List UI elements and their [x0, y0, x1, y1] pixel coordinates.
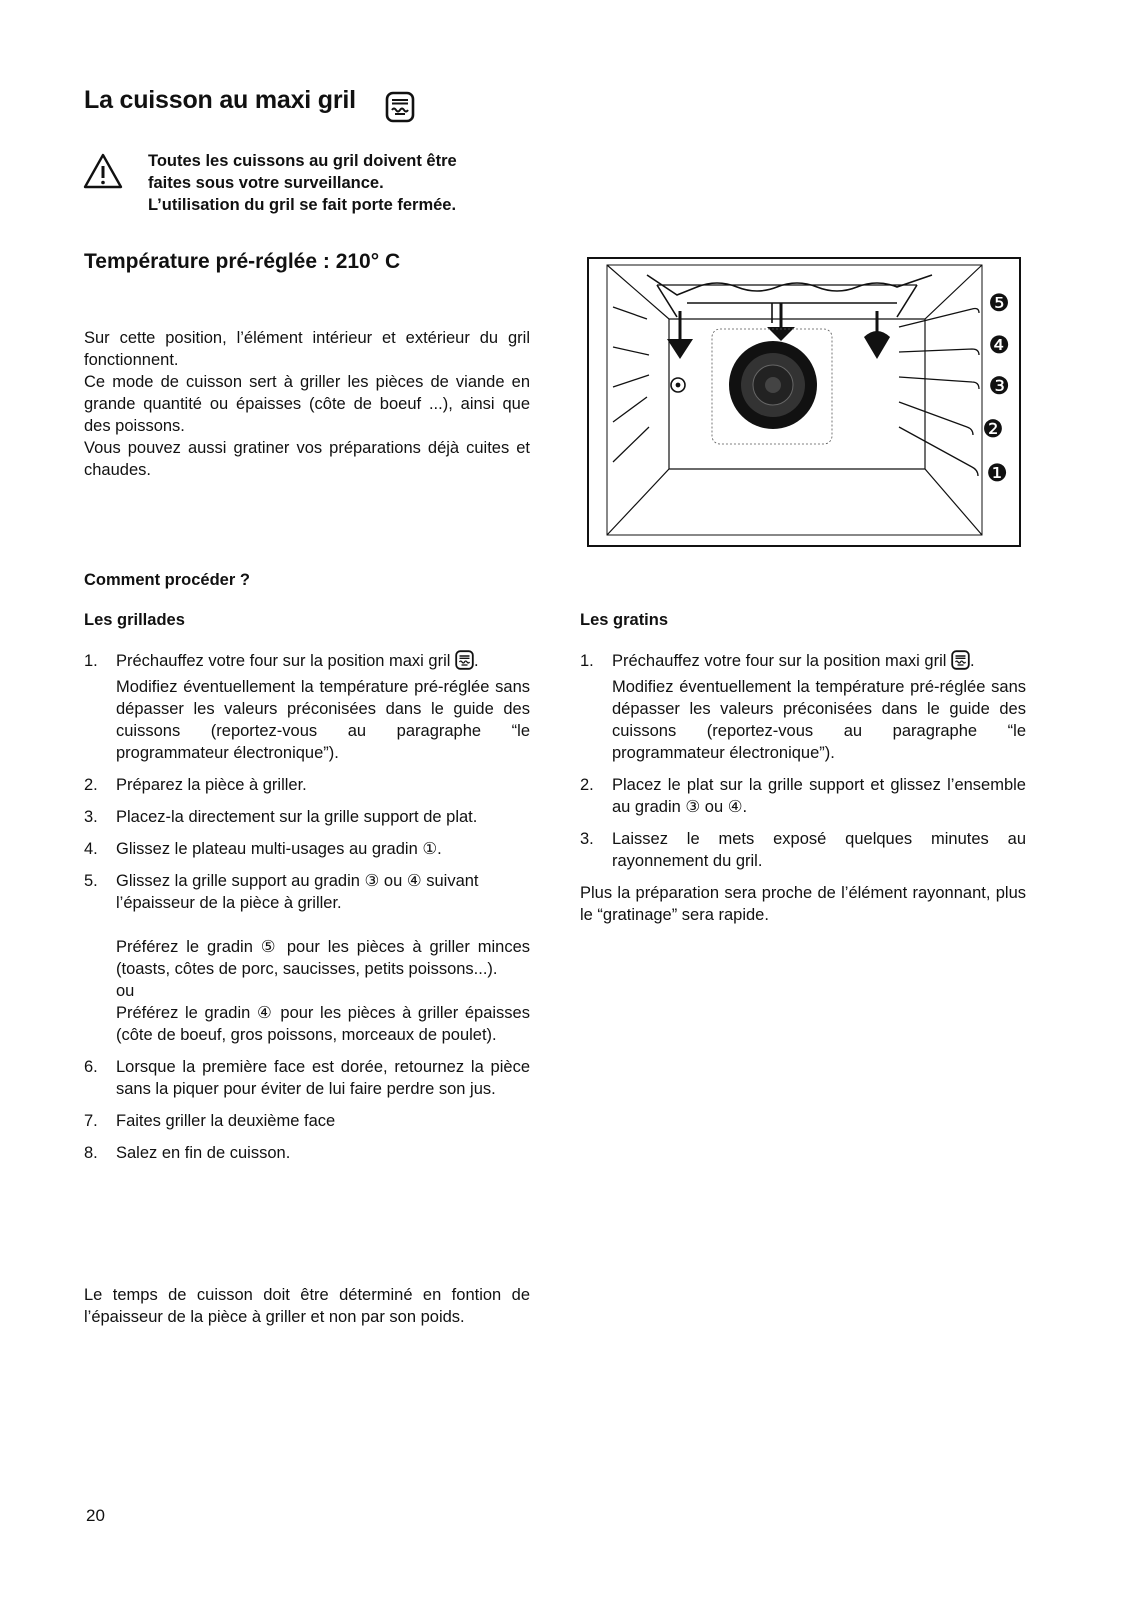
list-item	[84, 806, 530, 828]
level-4-marker: ❹	[988, 331, 1010, 359]
intro-text	[84, 327, 530, 481]
step-detail: Modifiez éventuellement la température pré-réglée sans dépasser les valeurs préconisées dans le guide des cuissons (reportez-vous au paragraphe “le programmateur électronique”).	[612, 678, 1026, 762]
intro-paragraph: Ce mode de cuisson sert à griller les pièces de viande en grande quantité ou épaisses (côte de boeuf ...), ainsi que des poissons.	[84, 373, 530, 435]
step-text: Salez en fin de cuisson.	[116, 1144, 291, 1162]
level-3-marker: ❸	[988, 372, 1010, 400]
step-text: Placez le plat sur la grille support et glissez l’ensemble au gradin ③ ou ④.	[612, 776, 1026, 816]
step-text-end: .	[474, 652, 479, 670]
step-number: 8.	[84, 1144, 98, 1162]
step-number: 3.	[580, 830, 594, 848]
step-detail: Préférez le gradin ⑤ pour les pièces à griller minces (toasts, côtes de porc, saucisses, petits poissons...).	[116, 938, 530, 978]
maxi-grill-icon	[951, 650, 970, 670]
oven-diagram	[587, 257, 1021, 547]
level-5-marker: ❺	[988, 289, 1010, 317]
list-item	[580, 650, 1026, 764]
step-text: Préchauffez votre four sur la position maxi gril	[116, 652, 451, 670]
step-text: Laissez le mets exposé quelques minutes au rayonnement du gril.	[612, 830, 1026, 870]
list-item	[84, 774, 530, 796]
step-text: Glissez le plateau multi-usages au gradin ①.	[116, 840, 442, 858]
step-number: 2.	[580, 776, 594, 794]
step-detail: Modifiez éventuellement la température pré-réglée sans dépasser les valeurs préconisées dans le guide des cuissons (reportez-vous au paragraphe “le programmateur électronique”).	[116, 678, 530, 762]
step-text: Placez-la directement sur la grille support de plat.	[116, 808, 478, 826]
page-number: 20	[86, 1506, 105, 1525]
step-number: 2.	[84, 776, 98, 794]
step-detail: Préférez le gradin ④ pour les pièces à griller épaisses (côte de boeuf, gros poissons, morceaux de poulet).	[116, 1004, 530, 1044]
step-number: 4.	[84, 840, 98, 858]
step-text: Lorsque la première face est dorée, retournez la pièce sans la piquer pour éviter de lui faire perdre son jus.	[116, 1058, 530, 1098]
grillades-column	[84, 650, 530, 1174]
step-number: 5.	[84, 872, 98, 890]
intro-paragraph: Sur cette position, l’élément intérieur et extérieur du gril fonctionnent.	[84, 329, 530, 369]
how-to-heading: Comment procéder ?	[84, 571, 250, 589]
grillades-steps	[84, 650, 530, 1164]
step-text: Faites griller la deuxième face	[116, 1112, 336, 1130]
step-number: 1.	[84, 652, 98, 670]
gratins-note: Plus la préparation sera proche de l’élément rayonnant, plus le “gratinage” sera rapide.	[580, 884, 1026, 924]
level-2-marker: ❷	[982, 415, 1004, 443]
list-item	[580, 828, 1026, 872]
temperature-heading: Température pré-réglée : 210° C	[84, 250, 401, 273]
gratins-steps	[580, 650, 1026, 872]
warning-line-1: Toutes les cuissons au gril doivent être	[148, 152, 457, 170]
page-title: La cuisson au maxi gril	[84, 86, 356, 114]
level-1-marker: ❶	[986, 459, 1008, 487]
step-number: 7.	[84, 1112, 98, 1130]
step-number: 6.	[84, 1058, 98, 1076]
grillades-note: Le temps de cuisson doit être déterminé en fontion de l’épaisseur de la pièce à griller et non par son poids.	[84, 1286, 530, 1326]
gratins-column	[580, 650, 1026, 926]
list-item	[84, 1110, 530, 1132]
step-number: 1.	[580, 652, 594, 670]
step-detail: ou	[116, 982, 135, 1000]
step-text-end: .	[970, 652, 975, 670]
step-text: Préparez la pièce à griller.	[116, 776, 307, 794]
warning-triangle-icon	[82, 152, 124, 190]
step-number: 3.	[84, 808, 98, 826]
list-item	[84, 1142, 530, 1164]
list-item	[84, 650, 530, 764]
intro-paragraph: Vous pouvez aussi gratiner vos préparations déjà cuites et chaudes.	[84, 439, 530, 479]
grillades-heading: Les grillades	[84, 611, 185, 629]
list-item	[84, 870, 530, 1046]
list-item	[580, 774, 1026, 818]
gratins-heading: Les gratins	[580, 611, 669, 629]
maxi-grill-icon	[455, 650, 474, 670]
list-item	[84, 1056, 530, 1100]
warning-text	[148, 150, 457, 216]
warning-line-2: faites sous votre surveillance.	[148, 174, 384, 192]
list-item	[84, 838, 530, 860]
warning-line-3: L’utilisation du gril se fait porte fermée.	[148, 196, 457, 214]
maxi-grill-icon	[385, 91, 415, 123]
step-text: Préchauffez votre four sur la position maxi gril	[612, 652, 947, 670]
step-text: Glissez la grille support au gradin ③ ou ④ suivant l’épaisseur de la pièce à griller.	[116, 872, 479, 912]
